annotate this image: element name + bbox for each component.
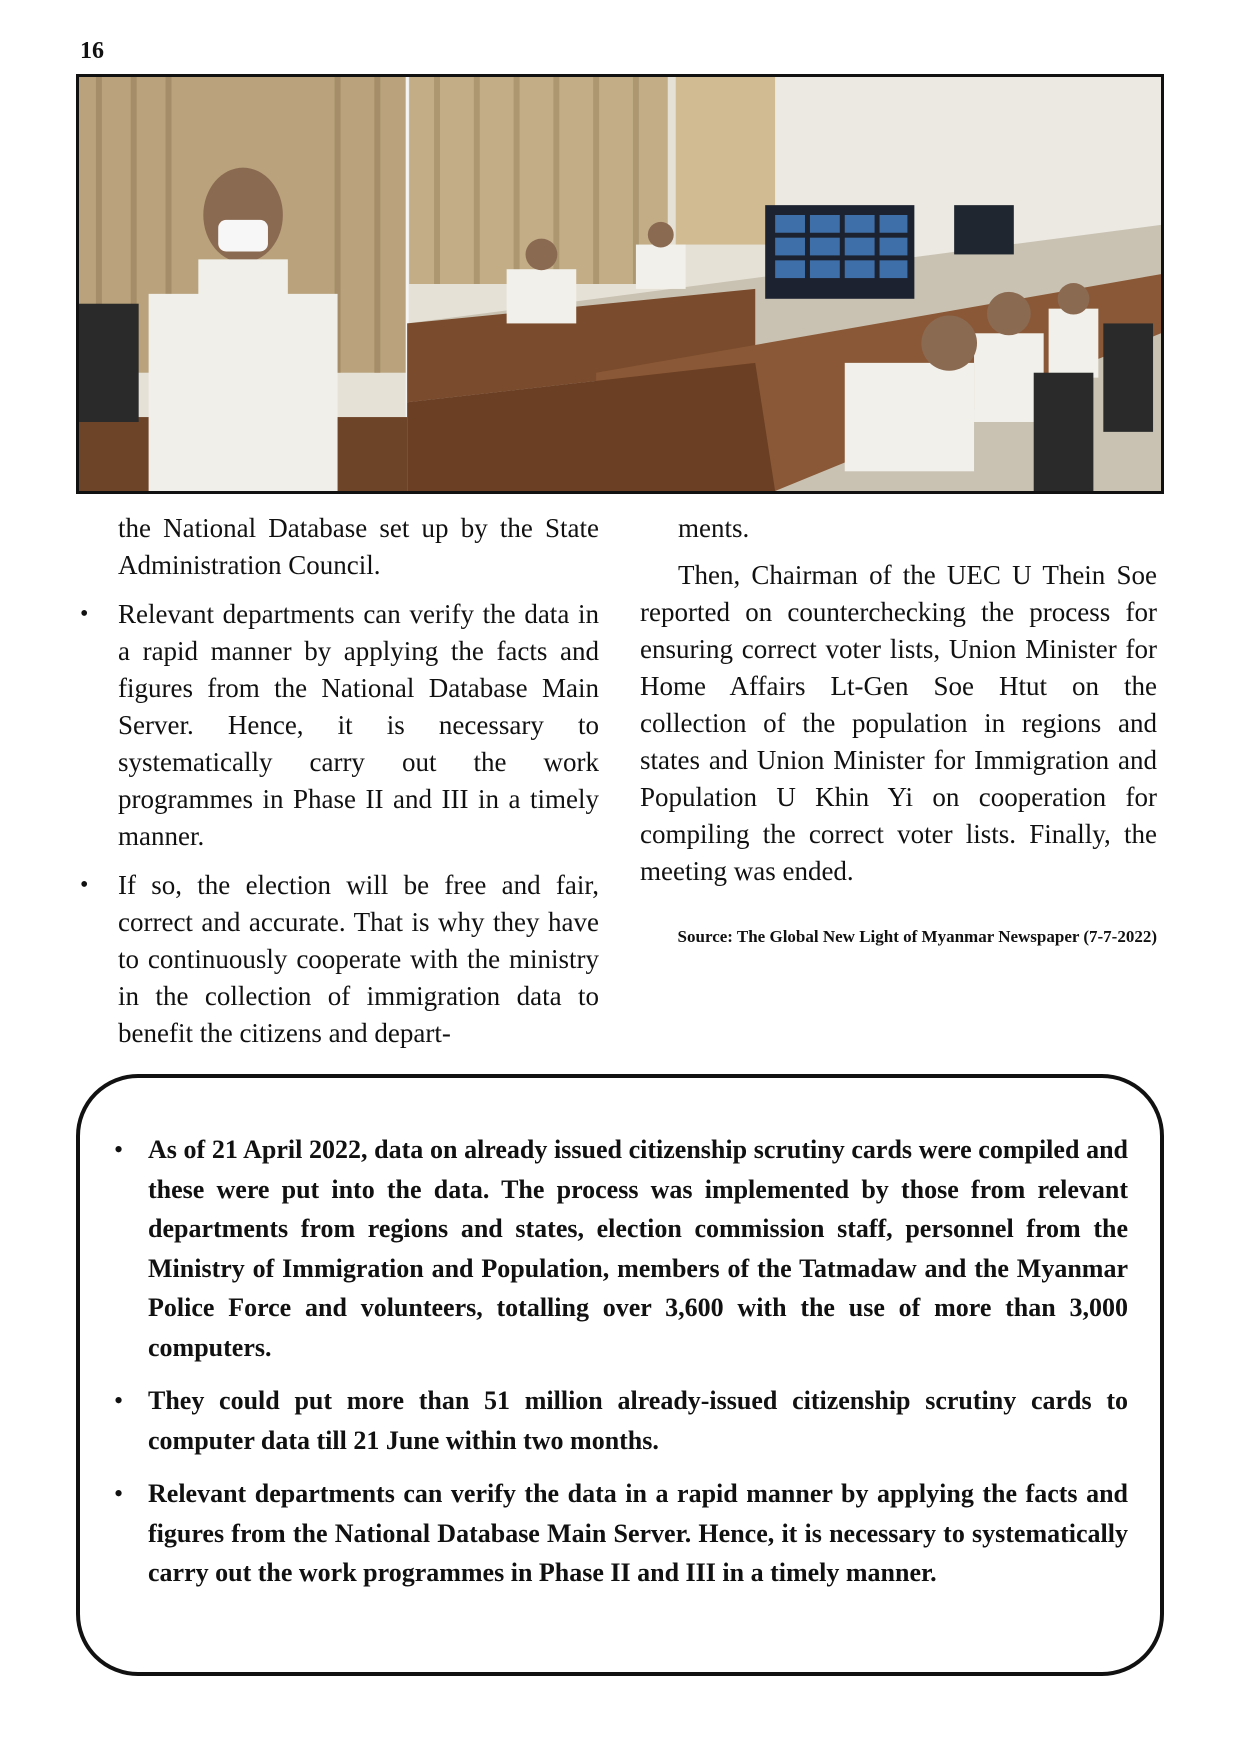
left-column-lead: the National Database set up by the State Administration Council. bbox=[118, 513, 599, 580]
left-column bbox=[118, 510, 599, 1064]
callout-bullet-item: • As of 21 April 2022, data on already issued citizenship scrutiny cards were compiled and these were put into the data. The process was implemented by those from relevant departments from regions and states, election commission staff, personnel from the Ministry of Immigration and Population, members of the Tatmadaw and the Myanmar Police Force and volunteers, totalling over 3,600 with the use of more than 3,000 computers. bbox=[148, 1130, 1128, 1367]
meeting-photo bbox=[76, 74, 1164, 494]
callout-bullet-item: • Relevant departments can verify the data in a rapid manner by applying the facts and figures from the National Database Main Server. Hence, it is necessary to systematically carry out the work programmes in Phase II and III in a timely manner. bbox=[148, 1474, 1128, 1593]
summary-callout-box bbox=[76, 1074, 1164, 1676]
right-column-paragraph: Then, Chairman of the UEC U Thein Soe reported on counterchecking the process for ensuring correct voter lists, Union Minister for Home Affairs Lt-Gen Soe Htut on the collection of the population in regions and states and Union Minister for Immigration and Population U Khin Yi on cooperation for compiling the correct voter lists. Finally, the meeting was ended. bbox=[640, 560, 1157, 886]
callout-bullet-list bbox=[148, 1130, 1128, 1593]
right-column bbox=[640, 510, 1157, 955]
left-bullet-item: • Relevant departments can verify the data in a rapid manner by applying the facts and figures from the National Database Main Server. Hence, it is necessary to systematically carry out the work programmes in Phase II and III in a timely manner. bbox=[118, 596, 599, 855]
source-credit: Source: The Global New Light of Myanmar Newspaper (7-7-2022) bbox=[677, 927, 1157, 946]
page-number: 16 bbox=[80, 38, 104, 64]
callout-bullet-item: • They could put more than 51 million already-issued citizenship scrutiny cards to computer data till 21 June within two months. bbox=[148, 1381, 1128, 1460]
left-bullet-item: • If so, the election will be free and fair, correct and accurate. That is why they have to continuously cooperate with the ministry in the collection of immigration data to benefit the citizens and depart- bbox=[118, 867, 599, 1052]
right-column-continuation: ments. bbox=[678, 513, 750, 543]
meeting-photo-illustration bbox=[79, 77, 1161, 491]
left-bullet-list bbox=[118, 596, 599, 1052]
